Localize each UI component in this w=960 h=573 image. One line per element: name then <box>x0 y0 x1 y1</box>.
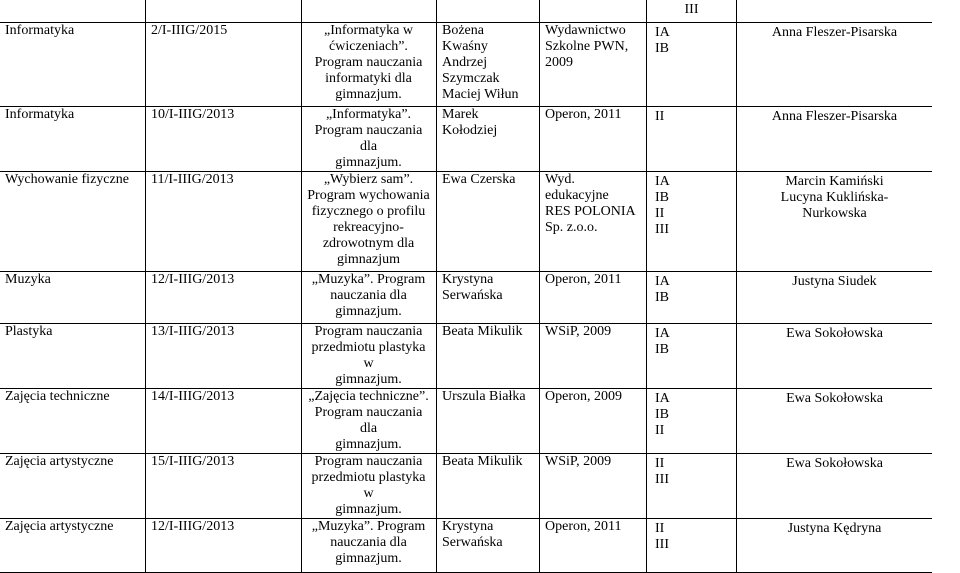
program-title-line: „Muzyka”. Program <box>311 272 426 287</box>
classes-line: II <box>655 109 665 124</box>
publisher-line: edukacyjne <box>545 188 609 203</box>
program-title-line: Program nauczania <box>314 324 423 339</box>
program-title-cell <box>302 389 437 454</box>
subject-cell <box>0 519 146 573</box>
authors-cell <box>437 519 540 573</box>
subject-line: Informatyka <box>5 107 75 122</box>
classes-cell <box>647 172 737 272</box>
program-title-line: zdrowotnym dla <box>322 236 415 251</box>
classes-line: II <box>655 521 665 536</box>
publisher-cell <box>540 519 647 573</box>
teachers-line: Ewa Sokołowska <box>786 326 883 341</box>
program-title-line: gimnazjum. <box>335 155 402 170</box>
authors-line: Maciej Wiłun <box>442 87 519 102</box>
table-row <box>0 519 932 573</box>
teachers-line: Ewa Sokołowska <box>786 456 883 471</box>
program-number-cell <box>146 172 302 272</box>
authors-cell <box>437 107 540 172</box>
teachers-cell <box>737 107 933 172</box>
top-empty-cell <box>0 0 146 23</box>
classes-line: IB <box>655 41 669 56</box>
classes-cell <box>647 454 737 519</box>
authors-line: Szymczak <box>442 71 500 86</box>
classes-cell <box>647 272 737 324</box>
authors-line: Serwańska <box>442 288 503 303</box>
program-title-line: „Informatyka w <box>323 23 414 38</box>
authors-line: Bożena <box>442 23 484 38</box>
classes-cell <box>647 324 737 389</box>
program-number-cell <box>146 454 302 519</box>
top-empty-cell <box>737 0 933 23</box>
teachers-line: Anna Fleszer-Pisarska <box>771 25 898 40</box>
program-title-line: gimnazjum. <box>335 304 402 319</box>
publisher-cell <box>540 107 647 172</box>
program-title-line: Program nauczania <box>314 454 423 469</box>
classes-line: II <box>655 456 665 471</box>
teachers-cell <box>737 172 933 272</box>
program-title-line: „Zajęcia techniczne”. <box>308 389 429 404</box>
program-title-cell <box>302 272 437 324</box>
program-title-line: Program wychowania <box>307 188 430 203</box>
program-number-cell <box>146 107 302 172</box>
program-number-cell <box>146 519 302 573</box>
program-number-line: 15/I-IIIG/2013 <box>151 454 235 469</box>
publisher-cell <box>540 324 647 389</box>
classes-line: III <box>655 537 669 552</box>
publisher-line: Operon, 2011 <box>545 107 622 122</box>
publisher-cell <box>540 172 647 272</box>
top-empty-cell <box>302 0 437 23</box>
program-title-line: „Wybierz sam”. <box>323 172 414 187</box>
classes-line: II <box>655 206 665 221</box>
authors-line: Kwaśny <box>442 39 488 54</box>
program-number-line: 2/I-IIIG/2015 <box>151 23 228 38</box>
classes-line: IA <box>655 25 670 40</box>
teachers-line: Lucyna Kuklińska- <box>780 190 889 205</box>
program-title-line: informatyki dla <box>325 71 412 86</box>
program-number-line: 14/I-IIIG/2013 <box>151 389 235 404</box>
top-empty-cell <box>437 0 540 23</box>
subject-line: Plastyka <box>5 324 53 339</box>
classes-line: II <box>655 423 665 438</box>
program-number-cell <box>146 272 302 324</box>
classes-line: IB <box>655 342 669 357</box>
teachers-cell <box>737 519 933 573</box>
table-row <box>0 454 932 519</box>
program-title-line: przedmiotu plastyka w <box>311 340 426 371</box>
subject-cell <box>0 389 146 454</box>
subject-line: Zajęcia artystyczne <box>5 454 114 469</box>
program-title-line: Program nauczania <box>314 55 423 70</box>
table-row <box>0 272 932 324</box>
program-title-line: „Muzyka”. Program <box>311 519 426 534</box>
classes-cell <box>647 107 737 172</box>
teachers-cell <box>737 324 933 389</box>
program-title-line: Program nauczania dla <box>314 123 423 154</box>
program-title-line: gimnazjum. <box>335 87 402 102</box>
classes-line: III <box>655 222 669 237</box>
publisher-line: Operon, 2009 <box>545 389 622 404</box>
subject-line: Zajęcia artystyczne <box>5 519 114 534</box>
program-title-cell <box>302 519 437 573</box>
publisher-line: Wyd. <box>545 172 575 187</box>
authors-line: Beata Mikulik <box>442 324 523 339</box>
publisher-line: Sp. z.o.o. <box>545 220 598 235</box>
authors-cell <box>437 454 540 519</box>
table-row <box>0 324 932 389</box>
classes-line: IB <box>655 290 669 305</box>
program-title-line: nauczania dla <box>330 535 407 550</box>
authors-line: Ewa Czerska <box>442 172 516 187</box>
classes-line: III <box>655 472 669 487</box>
classes-line: IA <box>655 391 670 406</box>
program-title-line: gimnazjum. <box>335 502 402 517</box>
program-title-line: rekreacyjno- <box>333 220 404 235</box>
program-number-cell <box>146 23 302 107</box>
program-title-cell <box>302 107 437 172</box>
program-title-cell <box>302 172 437 272</box>
authors-cell <box>437 272 540 324</box>
teachers-line: Marcin Kamiński <box>785 174 884 189</box>
authors-line: Krystyna <box>442 519 494 534</box>
authors-line: Krystyna <box>442 272 494 287</box>
authors-cell <box>437 23 540 107</box>
top-classes-cell <box>647 0 737 23</box>
top-empty-cell <box>540 0 647 23</box>
teachers-line: Ewa Sokołowska <box>786 391 883 406</box>
subject-cell <box>0 454 146 519</box>
program-number-line: 13/I-IIIG/2013 <box>151 324 235 339</box>
publisher-line: Szkolne PWN, <box>545 39 629 54</box>
program-title-cell <box>302 454 437 519</box>
program-number-cell <box>146 324 302 389</box>
publisher-line: Operon, 2011 <box>545 519 622 534</box>
program-number-line: 10/I-IIIG/2013 <box>151 107 235 122</box>
authors-line: Serwańska <box>442 535 503 550</box>
publisher-cell <box>540 23 647 107</box>
subject-line: Zajęcia techniczne <box>5 389 110 404</box>
program-title-line: ćwiczeniach”. <box>329 39 408 54</box>
table-row <box>0 172 932 272</box>
authors-cell <box>437 324 540 389</box>
program-title-line: gimnazjum. <box>335 551 402 566</box>
authors-line: Marek <box>442 107 479 122</box>
program-title-line: gimnazjum. <box>335 372 402 387</box>
subject-line: Muzyka <box>5 272 51 287</box>
publisher-cell <box>540 272 647 324</box>
program-title-line: przedmiotu plastyka w <box>311 470 426 501</box>
publisher-line: WSiP, 2009 <box>545 324 612 339</box>
authors-cell <box>437 172 540 272</box>
program-number-line: 12/I-IIIG/2013 <box>151 272 235 287</box>
classes-line: IB <box>655 407 669 422</box>
table-row <box>0 389 932 454</box>
program-title-cell <box>302 324 437 389</box>
classes-cell <box>647 389 737 454</box>
program-number-line: 11/I-IIIG/2013 <box>151 172 234 187</box>
teachers-line: Justyna Kędryna <box>787 521 882 536</box>
teachers-cell <box>737 272 933 324</box>
program-number-cell <box>146 389 302 454</box>
teachers-cell <box>737 389 933 454</box>
classes-cell <box>647 519 737 573</box>
program-title-line: nauczania dla <box>330 288 407 303</box>
classes-line: IA <box>655 274 670 289</box>
classes-line: IA <box>655 174 670 189</box>
top-classes-text: III <box>684 2 699 17</box>
teachers-cell <box>737 454 933 519</box>
classes-cell <box>647 23 737 107</box>
program-title-line: gimnazjum <box>337 252 400 267</box>
publisher-cell <box>540 454 647 519</box>
teachers-line: Nurkowska <box>802 206 867 221</box>
subject-cell <box>0 23 146 107</box>
subject-cell <box>0 324 146 389</box>
publisher-line: 2009 <box>545 55 573 70</box>
subject-cell <box>0 272 146 324</box>
subject-cell <box>0 107 146 172</box>
teachers-line: Anna Fleszer-Pisarska <box>771 109 898 124</box>
subject-line: Informatyka <box>5 23 75 38</box>
authors-cell <box>437 389 540 454</box>
program-title-line: Program nauczania dla <box>314 405 423 436</box>
authors-line: Beata Mikulik <box>442 454 523 469</box>
program-title-line: fizycznego o profilu <box>311 204 426 219</box>
publisher-line: Wydawnictwo <box>545 23 626 38</box>
subject-cell <box>0 172 146 272</box>
authors-line: Andrzej <box>442 55 488 70</box>
classes-line: IB <box>655 190 669 205</box>
program-number-line: 12/I-IIIG/2013 <box>151 519 235 534</box>
subject-line: Wychowanie fizyczne <box>5 172 129 187</box>
teachers-cell <box>737 23 933 107</box>
authors-line: Urszula Białka <box>442 389 526 404</box>
publisher-cell <box>540 389 647 454</box>
program-title-line: gimnazjum. <box>335 437 402 452</box>
publisher-line: Operon, 2011 <box>545 272 622 287</box>
classes-line: IA <box>655 326 670 341</box>
table-row <box>0 23 932 107</box>
publisher-line: RES POLONIA <box>545 204 636 219</box>
authors-line: Kołodziej <box>442 123 498 138</box>
publisher-line: WSiP, 2009 <box>545 454 612 469</box>
table-row <box>0 107 932 172</box>
program-title-cell <box>302 23 437 107</box>
program-title-line: „Informatyka”. <box>325 107 412 122</box>
table-row-top <box>0 0 932 23</box>
top-empty-cell <box>146 0 302 23</box>
teachers-line: Justyna Siudek <box>792 274 877 289</box>
